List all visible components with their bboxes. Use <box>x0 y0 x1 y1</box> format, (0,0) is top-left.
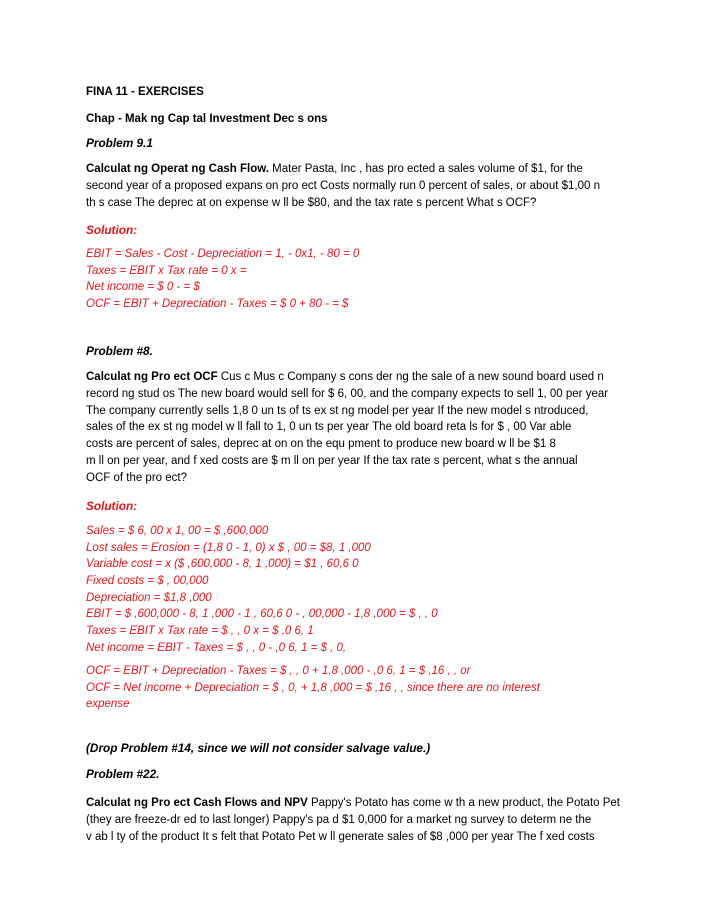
problem-8-lead: Calculat ng Pro ect OCF <box>86 371 218 383</box>
problem-22-lead: Calculat ng Pro ect Cash Flows and NPV <box>86 797 308 809</box>
solution-line: Net income = EBIT - Taxes = $ , , 0 - ,0 6, 1 = $ , 0, <box>86 641 347 654</box>
ocf-line: OCF = EBIT + Depreciation - Taxes = $ , , 0 + 1,8 ,000 - ,0 6, 1 = $ ,16 , , or <box>86 665 471 677</box>
problem-22-text <box>86 795 646 845</box>
solution-line: Variable cost = x ($ ,600,000 - 8, 1 ,000) = $1 , 60,6 0 <box>86 558 359 571</box>
course-title: FINA 11 - EXERCISES <box>86 86 204 98</box>
drop-problem-note: (Drop Problem #14, since we will not consider salvage value.) <box>86 741 431 755</box>
problem-22-label: Problem #22. <box>86 767 160 781</box>
problem-8-line: sales of the ex st ng model w ll fall to 1, 0 un ts per year The old board reta ls for $ , 00 Var able <box>86 421 572 434</box>
solution-line: Taxes = EBIT x Tax rate = $ , , 0 x = $ ,0 6, 1 <box>86 625 314 638</box>
problem-8-line: costs are percent of sales, deprec at on on the equ pment to produce new board w ll be $1 8 <box>86 438 556 451</box>
solution-line: Fixed costs = $ , 00,000 <box>86 575 209 588</box>
problem-8-solution <box>86 525 646 659</box>
solution-line: EBIT = Sales - Cost - Depreciation = 1, - 0x1, - 80 = 0 <box>86 248 360 260</box>
ocf-line: OCF = Net income + Depreciation = $ , 0, + 1,8 ,000 = $ ,16 , , since there are no interest <box>86 681 540 694</box>
solution-line: Lost sales = Erosion = (1,8 0 - 1, 0) x $ , 00 = $8, 1 ,000 <box>86 541 371 554</box>
problem-8-line: Calculat ng Pro ect OCF Cus c Mus c Company s cons der ng the sale of a new sound board used n <box>86 371 604 383</box>
solution-line: EBIT = $ ,600,000 - 8, 1 ,000 - 1 , 60,6 0 - , 00,000 - 1,8 ,000 = $ , , 0 <box>86 608 438 621</box>
solution-line: Sales = $ 6, 00 x 1, 00 = $ ,600,000 <box>86 525 269 537</box>
solution-line: OCF = EBIT + Depreciation - Taxes = $ 0 + 80 - = $ <box>86 298 349 311</box>
problem-9-1-line: th s case The deprec at on expense w ll be $80, and the tax rate s percent What s OCF? <box>86 196 537 209</box>
problem-8-line: OCF of the pro ect? <box>86 471 187 484</box>
problem-9-1-lead: Calculat ng Operat ng Cash Flow. <box>86 163 269 175</box>
problem-9-1-solution <box>86 248 646 315</box>
solution-line: Depreciation = $1,8 ,000 <box>86 591 212 604</box>
problem-9-1-text <box>86 161 646 211</box>
chapter-title: Chap - Mak ng Cap tal Investment Dec s ons <box>86 113 328 125</box>
problem-9-1-line: Calculat ng Operat ng Cash Flow. Mater Pasta, Inc , has pro ected a sales volume of $1, for the <box>86 163 583 175</box>
problem-9-1-solution-label: Solution: <box>86 223 138 237</box>
problem-22-line: (they are freeze-dr ed to last longer) Pappy's pa d $1 0,000 for a market ng survey to determ ne the <box>86 813 592 826</box>
problem-9-1-line: second year of a proposed expans on pro ect Costs normally run 0 percent of sales, or about $1,00 n <box>86 179 600 192</box>
problem-8-label: Problem #8. <box>86 344 153 358</box>
problem-8-line: The company currently sells 1,8 0 un ts of ts ex st ng model per year If the new model s ntroduced, <box>86 404 589 417</box>
problem-22-line: Calculat ng Pro ect Cash Flows and NPV Pappy's Potato has come w th a new product, the Potato Pet <box>86 797 620 809</box>
problem-22-line: v ab l ty of the product It s felt that Potato Pet w ll generate sales of $8 ,000 per year The f xed costs <box>86 830 595 843</box>
problem-8-ocf <box>86 665 646 715</box>
problem-8-line: m ll on per year, and f xed costs are $ m ll on per year If the tax rate s percent, what s the annual <box>86 454 578 467</box>
problem-8-text <box>86 369 646 487</box>
solution-line: Taxes = EBIT x Tax rate = 0 x = <box>86 264 247 277</box>
problem-8-line: record ng stud os The new board would sell for $ 6, 00, and the company expects to sell 1, 00 per year <box>86 387 609 400</box>
problem-9-1-label: Problem 9.1 <box>86 136 153 150</box>
problem-8-solution-label: Solution: <box>86 499 138 513</box>
ocf-line: expense <box>86 698 130 711</box>
solution-line: Net income = $ 0 - = $ <box>86 281 200 294</box>
